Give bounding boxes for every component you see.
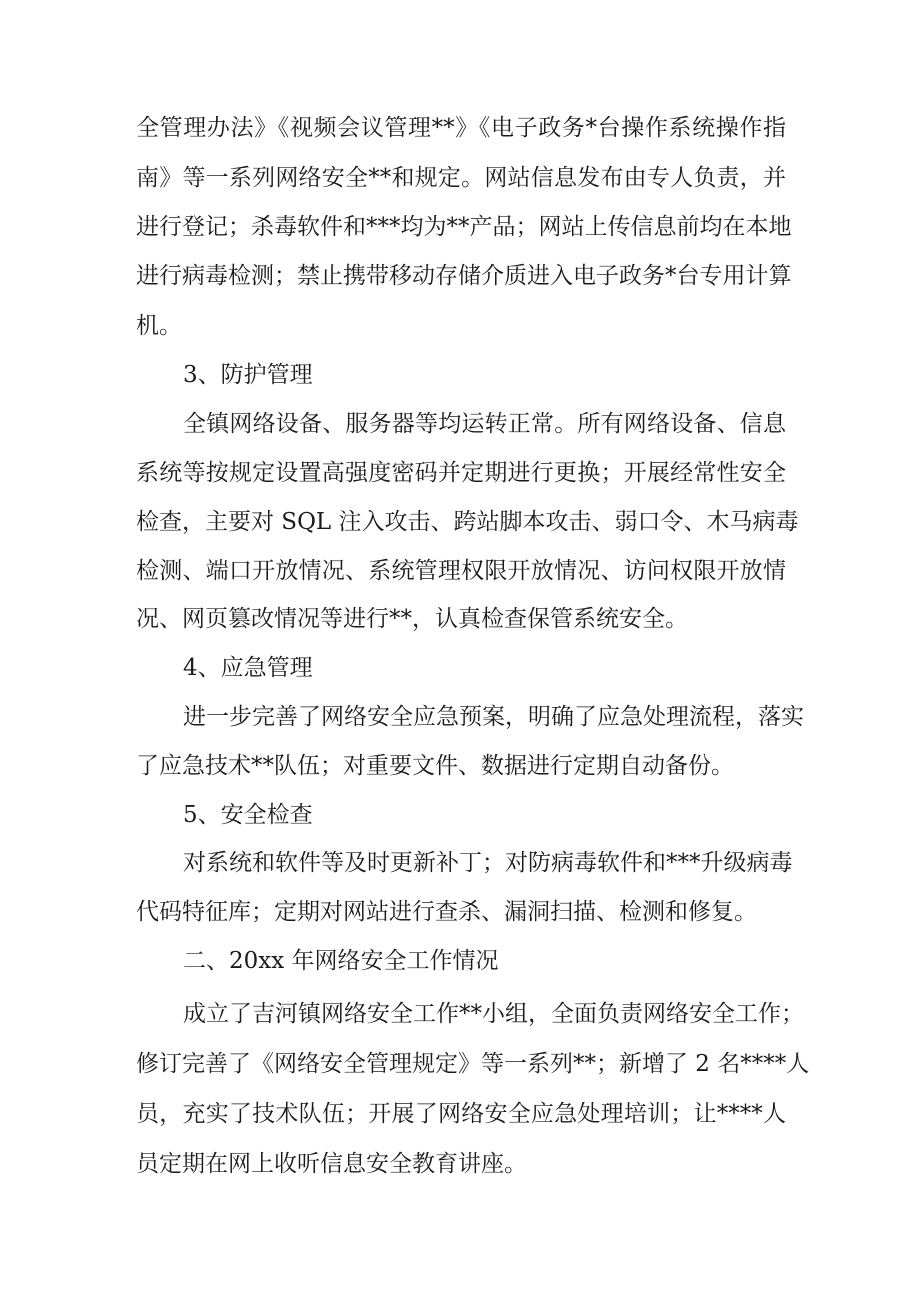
paragraph-line: 进行登记；杀毒软件和***均为**产品；网站上传信息前均在本地 <box>136 214 792 240</box>
section-heading: 4、应急管理 <box>183 655 313 681</box>
paragraph-line: 检查，主要对 SQL 注入攻击、跨站脚本攻击、弱口令、木马病毒 <box>136 509 799 535</box>
section-heading: 3、防护管理 <box>183 362 313 388</box>
paragraph-line: 进行病毒检测；禁止携带移动存储介质进入电子政务*台专用计算 <box>136 263 792 289</box>
paragraph-line: 修订完善了《网络安全管理规定》等一系列**；新增了 2 名****人 <box>136 1051 810 1077</box>
paragraph-line: 员定期在网上收听信息安全教育讲座。 <box>136 1151 527 1177</box>
section-heading: 5、安全检查 <box>183 802 313 828</box>
paragraph-line: 进一步完善了网络安全应急预案，明确了应急处理流程，落实 <box>183 704 804 730</box>
paragraph-line: 系统等按规定设置高强度密码并定期进行更换；开展经常性安全 <box>136 460 786 486</box>
paragraph-line: 成立了吉河镇网络安全工作**小组，全面负责网络安全工作； <box>183 1001 804 1027</box>
paragraph-line: 检测、端口开放情况、系统管理权限开放情况、访问权限开放情 <box>136 558 786 584</box>
section-heading: 二、20xx 年网络安全工作情况 <box>183 948 499 974</box>
paragraph-line: 对系统和软件等及时更新补丁；对防病毒软件和***升级病毒 <box>183 850 793 876</box>
paragraph-line: 况、网页篡改情况等进行**，认真检查保管系统安全。 <box>136 606 688 632</box>
paragraph-line: 代码特征库；定期对网站进行查杀、漏洞扫描、检测和修复。 <box>136 899 757 925</box>
paragraph-line: 全管理办法》《视频会议管理**》《电子政务*台操作系统操作指 <box>136 115 786 141</box>
paragraph-line: 机。 <box>136 313 182 339</box>
paragraph-line: 员，充实了技术队伍；开展了网络安全应急处理培训；让****人 <box>136 1101 786 1127</box>
paragraph-line: 了应急技术**队伍；对重要文件、数据进行定期自动备份。 <box>136 753 734 779</box>
paragraph-line: 南》等一系列网络安全**和规定。网站信息发布由专人负责，并 <box>136 165 786 191</box>
paragraph-line: 全镇网络设备、服务器等均运转正常。所有网络设备、信息 <box>183 411 786 437</box>
